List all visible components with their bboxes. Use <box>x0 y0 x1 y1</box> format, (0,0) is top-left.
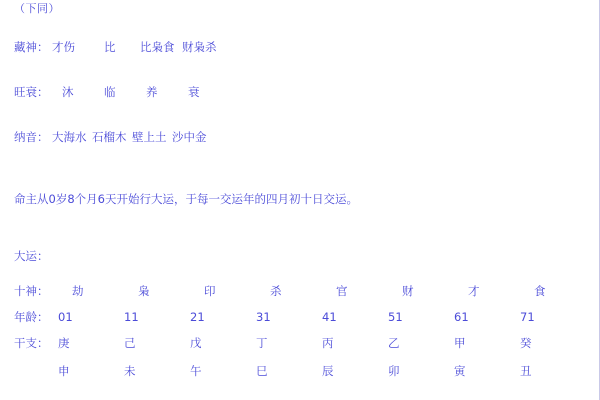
shishen-label: 十神： <box>14 284 49 298</box>
zhi-value-2: 午 <box>190 364 202 378</box>
wangshuai-value-2: 养 <box>146 85 158 99</box>
age-value-5: 51 <box>388 310 403 324</box>
nayin-label: 纳音： <box>14 130 49 144</box>
shishen-value-0: 劫 <box>72 284 84 298</box>
gan-value-1: 己 <box>124 336 136 350</box>
zhi-value-7: 丑 <box>520 364 532 378</box>
cangshen-value-2: 比枭食 <box>140 40 175 54</box>
gan-value-4: 丙 <box>322 336 334 350</box>
ganzhi-label: 干支： <box>14 336 49 350</box>
wangshuai-value-0: 沐 <box>62 85 74 99</box>
gan-value-3: 丁 <box>256 336 268 350</box>
shishen-value-6: 才 <box>468 284 480 298</box>
shishen-value-3: 杀 <box>270 284 282 298</box>
wangshuai-value-1: 临 <box>104 85 116 99</box>
age-value-2: 21 <box>190 310 205 324</box>
dayun-title: 大运： <box>14 249 49 263</box>
cangshen-value-1: 比 <box>104 40 116 54</box>
shishen-value-2: 印 <box>204 284 216 298</box>
gan-value-6: 甲 <box>454 336 466 350</box>
age-label: 年龄： <box>14 310 49 324</box>
gan-value-2: 戊 <box>190 336 202 350</box>
shishen-value-7: 食 <box>534 284 546 298</box>
zhi-value-0: 申 <box>58 364 70 378</box>
top-clipped-text: （下同） <box>14 2 60 15</box>
age-value-6: 61 <box>454 310 469 324</box>
nayin-value-3: 沙中金 <box>172 130 207 144</box>
wangshuai-label: 旺衰： <box>14 85 49 99</box>
age-value-3: 31 <box>256 310 271 324</box>
gan-value-0: 庚 <box>58 336 70 350</box>
age-value-4: 41 <box>322 310 337 324</box>
nayin-value-0: 大海水 <box>52 130 87 144</box>
age-value-7: 71 <box>520 310 535 324</box>
age-value-0: 01 <box>58 310 73 324</box>
zhi-value-3: 巳 <box>256 364 268 378</box>
zhi-value-5: 卯 <box>388 364 400 378</box>
wangshuai-value-3: 衰 <box>188 85 200 99</box>
cangshen-value-3: 财枭杀 <box>182 40 217 54</box>
cangshen-value-0: 才伤 <box>52 40 75 54</box>
shishen-value-5: 财 <box>402 284 414 298</box>
gan-value-7: 癸 <box>520 336 532 350</box>
shishen-value-1: 枭 <box>138 284 150 298</box>
gan-value-5: 乙 <box>388 336 400 350</box>
cangshen-label: 藏神： <box>14 40 49 54</box>
shishen-value-4: 官 <box>336 284 348 298</box>
dayun-start-note: 命主从0岁8个月6天开始行大运，于每一交运年的四月初十日交运。 <box>14 192 358 206</box>
zhi-value-4: 辰 <box>322 364 334 378</box>
nayin-value-2: 壁上土 <box>132 130 167 144</box>
zhi-value-1: 未 <box>124 364 136 378</box>
nayin-value-1: 石榴木 <box>92 130 127 144</box>
age-value-1: 11 <box>124 310 139 324</box>
zhi-value-6: 寅 <box>454 364 466 378</box>
